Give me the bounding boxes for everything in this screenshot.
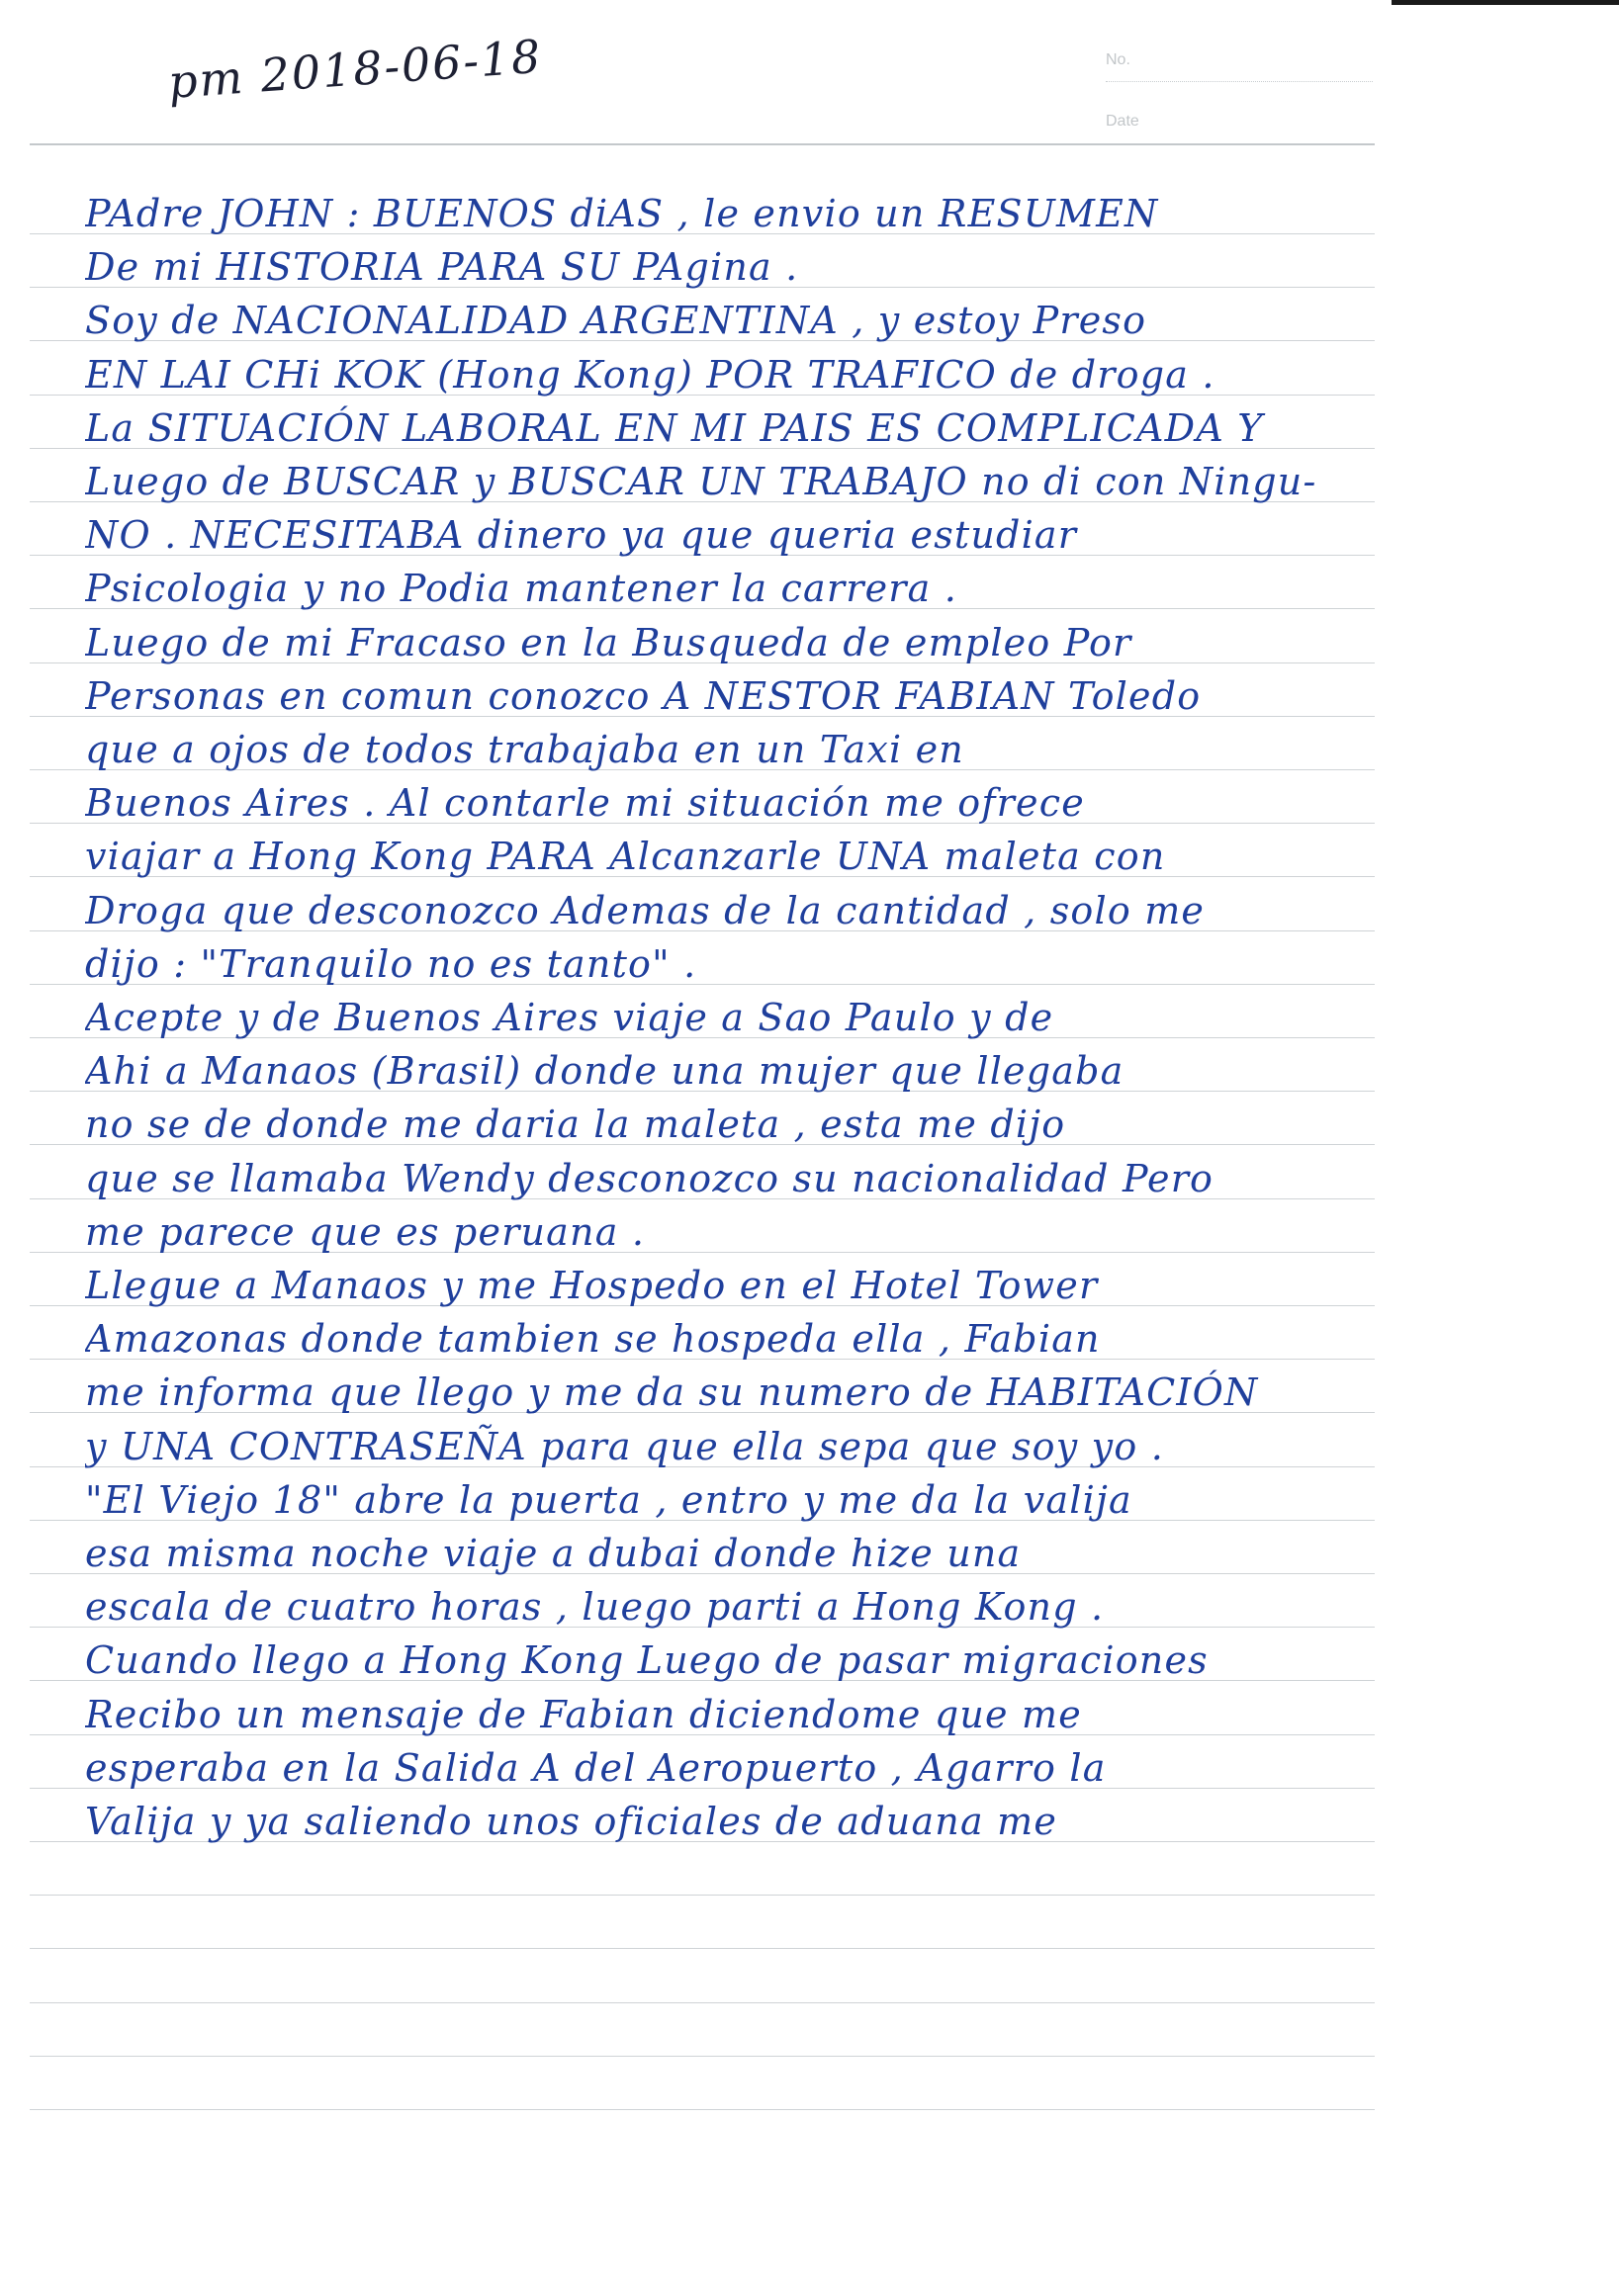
handwritten-line: esa misma noche viaje a dubai donde hize una — [85, 1532, 1022, 1575]
handwritten-line: "El Viejo 18" abre la puerta , entro y me da la valija — [85, 1478, 1132, 1522]
handwritten-line: Amazonas donde tambien se hospeda ella , Fabian — [85, 1317, 1101, 1361]
no-field-line — [1106, 81, 1373, 82]
scan-edge — [1392, 0, 1619, 5]
handwritten-line: Luego de BUSCAR y BUSCAR UN TRABAJO no di con Ningu- — [85, 460, 1317, 503]
handwritten-line: escala de cuatro horas , luego parti a Hong Kong . — [85, 1585, 1105, 1629]
handwritten-line: y UNA CONTRASEÑA para que ella sepa que soy yo . — [85, 1425, 1164, 1468]
handwritten-line: esperaba en la Salida A del Aeropuerto , Agarro la — [85, 1746, 1107, 1790]
handwritten-line: Ahi a Manaos (Brasil) donde una mujer que llegaba — [85, 1049, 1124, 1093]
handwritten-line: me informa que llego y me da su numero de HABITACIÓN — [85, 1370, 1259, 1414]
handwritten-line: La SITUACIÓN LABORAL EN MI PAIS ES COMPLICADA Y — [85, 406, 1264, 450]
handwritten-line: Psicologia y no Podia mantener la carrera . — [85, 567, 958, 610]
handwritten-line: Recibo un mensaje de Fabian diciendome que me — [85, 1693, 1082, 1736]
handwritten-line: Buenos Aires . Al contarle mi situación me ofrece — [85, 781, 1085, 825]
handwritten-line: Llegue a Manaos y me Hospedo en el Hotel Tower — [85, 1264, 1099, 1307]
handwritten-line: De mi HISTORIA PARA SU PAgina . — [85, 245, 799, 289]
handwritten-line: Soy de NACIONALIDAD ARGENTINA , y estoy Preso — [85, 299, 1147, 342]
handwritten-line: Cuando llego a Hong Kong Luego de pasar migraciones — [85, 1638, 1209, 1682]
handwritten-line: NO . NECESITABA dinero ya que queria estudiar — [85, 513, 1078, 557]
ruled-line — [30, 1895, 1375, 1896]
handwritten-line: me parece que es peruana . — [85, 1210, 646, 1254]
handwritten-line: Acepte y de Buenos Aires viaje a Sao Paulo y de — [85, 996, 1054, 1039]
ruled-line — [30, 2002, 1375, 2003]
handwritten-line: dijo : "Tranquilo no es tanto" . — [85, 942, 697, 986]
handwritten-line: Droga que desconozco Ademas de la cantidad , solo me — [85, 889, 1206, 932]
handwritten-line: Valija y ya saliendo unos oficiales de aduana me — [85, 1800, 1058, 1843]
handwritten-line: PAdre JOHN : BUENOS diAS , le envio un RESUMEN — [85, 192, 1159, 235]
handwritten-line: Personas en comun conozco A NESTOR FABIAN Toledo — [85, 674, 1202, 718]
handwritten-line: que se llamaba Wendy desconozco su nacionalidad Pero — [85, 1157, 1214, 1200]
handwritten-line: no se de donde me daria la maleta , esta me dijo — [85, 1103, 1066, 1146]
header-rule — [30, 143, 1375, 145]
no-label: No. — [1106, 51, 1130, 68]
handwritten-line: EN LAI CHi KOK (Hong Kong) POR TRAFICO de droga . — [85, 353, 1215, 397]
handwritten-line: Luego de mi Fracaso en la Busqueda de empleo Por — [85, 621, 1132, 664]
date-stamp: pm 2018-06-18 — [166, 29, 544, 109]
date-label: Date — [1106, 113, 1139, 130]
handwritten-line: que a ojos de todos trabajaba en un Taxi en — [85, 728, 964, 771]
ruled-line — [30, 2056, 1375, 2057]
handwritten-line: viajar a Hong Kong PARA Alcanzarle UNA maleta con — [85, 835, 1166, 878]
ruled-line — [30, 2109, 1375, 2110]
ruled-line — [30, 1948, 1375, 1949]
